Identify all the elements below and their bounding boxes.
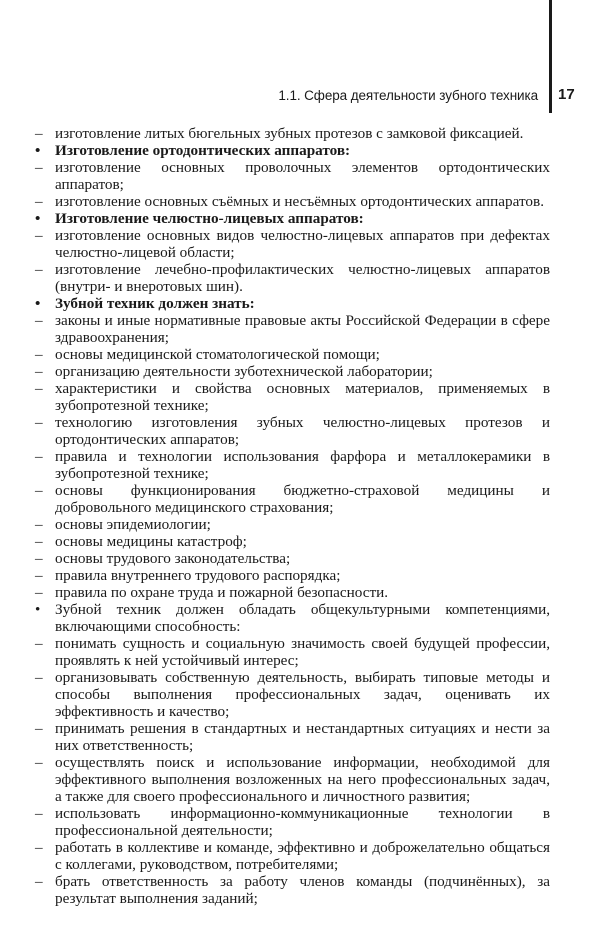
- item-text: характеристики и свойства основных материалов, применяемых в зубопротезной технике;: [55, 380, 550, 414]
- item-text: изготовление основных видов челюстно-лицевых аппаратов при дефектах челюстно-лицевой области;: [55, 227, 550, 261]
- list-item: [34, 414, 550, 448]
- dash-marker: –: [35, 159, 43, 176]
- dash-marker: –: [35, 635, 43, 652]
- item-text: основы медицинской стоматологической помощи;: [55, 346, 380, 363]
- item-text: организовывать собственную деятельность, выбирать типовые методы и способы выполнения профессиональных задач, оценивать их эффективность и качество;: [55, 669, 550, 720]
- dash-marker: –: [35, 448, 43, 465]
- dash-marker: –: [35, 482, 43, 499]
- list-item: [34, 584, 550, 601]
- item-text: правила внутреннего трудового распорядка;: [55, 567, 341, 584]
- item-text: изготовление основных проволочных элементов ортодонтических аппаратов;: [55, 159, 550, 193]
- dash-marker: –: [35, 720, 43, 737]
- list-item: [34, 567, 550, 584]
- list-item: [34, 873, 550, 907]
- list-item: [34, 448, 550, 482]
- item-text: использовать информационно-коммуникационные технологии в профессиональной деятельности;: [55, 805, 550, 839]
- dash-marker: –: [35, 125, 43, 142]
- list-item: [34, 380, 550, 414]
- dash-marker: –: [35, 669, 43, 686]
- list-item: [34, 805, 550, 839]
- list-item: [34, 635, 550, 669]
- section-heading: [34, 295, 550, 312]
- running-head-title: 1.1. Сфера деятельности зубного техника: [278, 88, 538, 103]
- item-text: изготовление лечебно-профилактических челюстно-лицевых аппаратов (внутри- и внеротовых шин).: [55, 261, 550, 295]
- dash-marker: –: [35, 414, 43, 431]
- list-item: [34, 261, 550, 295]
- section-heading: [34, 142, 550, 159]
- item-text: правила и технологии использования фарфора и металлокерамики в зубопротезной технике;: [55, 448, 550, 482]
- item-text: Зубной техник должен обладать общекультурными компетенциями, включающими способность:: [55, 601, 550, 635]
- list-item: [34, 159, 550, 193]
- item-text: Изготовление челюстно-лицевых аппаратов:: [55, 210, 364, 227]
- header-vertical-rule: [549, 0, 552, 113]
- bullet-marker: •: [35, 295, 41, 312]
- list-item: [34, 550, 550, 567]
- list-item: [34, 312, 550, 346]
- item-text: основы эпидемиологии;: [55, 516, 211, 533]
- item-text: основы трудового законодательства;: [55, 550, 291, 567]
- item-text: технологию изготовления зубных челюстно-лицевых протезов и ортодонтических аппаратов;: [55, 414, 550, 448]
- item-text: основы медицины катастроф;: [55, 533, 247, 550]
- dash-marker: –: [35, 346, 43, 363]
- section-heading: [34, 210, 550, 227]
- dash-marker: –: [35, 584, 43, 601]
- dash-marker: –: [35, 516, 43, 533]
- bullet-marker: •: [35, 142, 41, 159]
- dash-marker: –: [35, 363, 43, 380]
- list-item: [34, 227, 550, 261]
- list-item: [34, 516, 550, 533]
- dash-marker: –: [35, 193, 43, 210]
- list-item: [34, 346, 550, 363]
- item-text: изготовление литых бюгельных зубных протезов с замковой фиксацией.: [55, 125, 524, 142]
- dash-marker: –: [35, 567, 43, 584]
- list-item: [34, 533, 550, 550]
- list-item: [34, 754, 550, 805]
- page-number: 17: [558, 86, 575, 103]
- item-text: законы и иные нормативные правовые акты Российской Федерации в сфере здравоохранения;: [55, 312, 550, 346]
- item-text: брать ответственность за работу членов команды (подчинённых), за результат выполнения заданий;: [55, 873, 550, 907]
- list-item: [34, 125, 550, 142]
- item-text: осуществлять поиск и использование информации, необходимой для эффективного выполнения возложенных на него профессиональных задач, а также для своего профессионального и личностного развития;: [55, 754, 550, 805]
- dash-marker: –: [35, 550, 43, 567]
- dash-marker: –: [35, 533, 43, 550]
- item-text: Зубной техник должен знать:: [55, 295, 255, 312]
- dash-marker: –: [35, 839, 43, 856]
- list-item: [34, 839, 550, 873]
- item-text: понимать сущность и социальную значимость своей будущей профессии, проявлять к ней устойчивый интерес;: [55, 635, 550, 669]
- list-item: [34, 363, 550, 380]
- item-text: правила по охране труда и пожарной безопасности.: [55, 584, 389, 601]
- item-text: Изготовление ортодонтических аппаратов:: [55, 142, 351, 159]
- dash-marker: –: [35, 227, 43, 244]
- dash-marker: –: [35, 873, 43, 890]
- item-text: организацию деятельности зуботехнической лаборатории;: [55, 363, 433, 380]
- dash-marker: –: [35, 380, 43, 397]
- bullet-item: [34, 601, 550, 635]
- item-text: основы функционирования бюджетно-страховой медицины и добровольного медицинского страхования;: [55, 482, 550, 516]
- dash-marker: –: [35, 805, 43, 822]
- list-item: [34, 720, 550, 754]
- page-body: [34, 125, 550, 907]
- dash-marker: –: [35, 754, 43, 771]
- dash-marker: –: [35, 312, 43, 329]
- bullet-marker: •: [35, 601, 41, 618]
- list-item: [34, 482, 550, 516]
- item-text: изготовление основных съёмных и несъёмных ортодонтических аппаратов.: [55, 193, 544, 210]
- list-item: [34, 193, 550, 210]
- list-item: [34, 669, 550, 720]
- dash-marker: –: [35, 261, 43, 278]
- bullet-marker: •: [35, 210, 41, 227]
- item-text: работать в коллективе и команде, эффективно и доброжелательно общаться с коллегами, руководством, потребителями;: [55, 839, 550, 873]
- item-text: принимать решения в стандартных и нестандартных ситуациях и нести за них ответственность;: [55, 720, 550, 754]
